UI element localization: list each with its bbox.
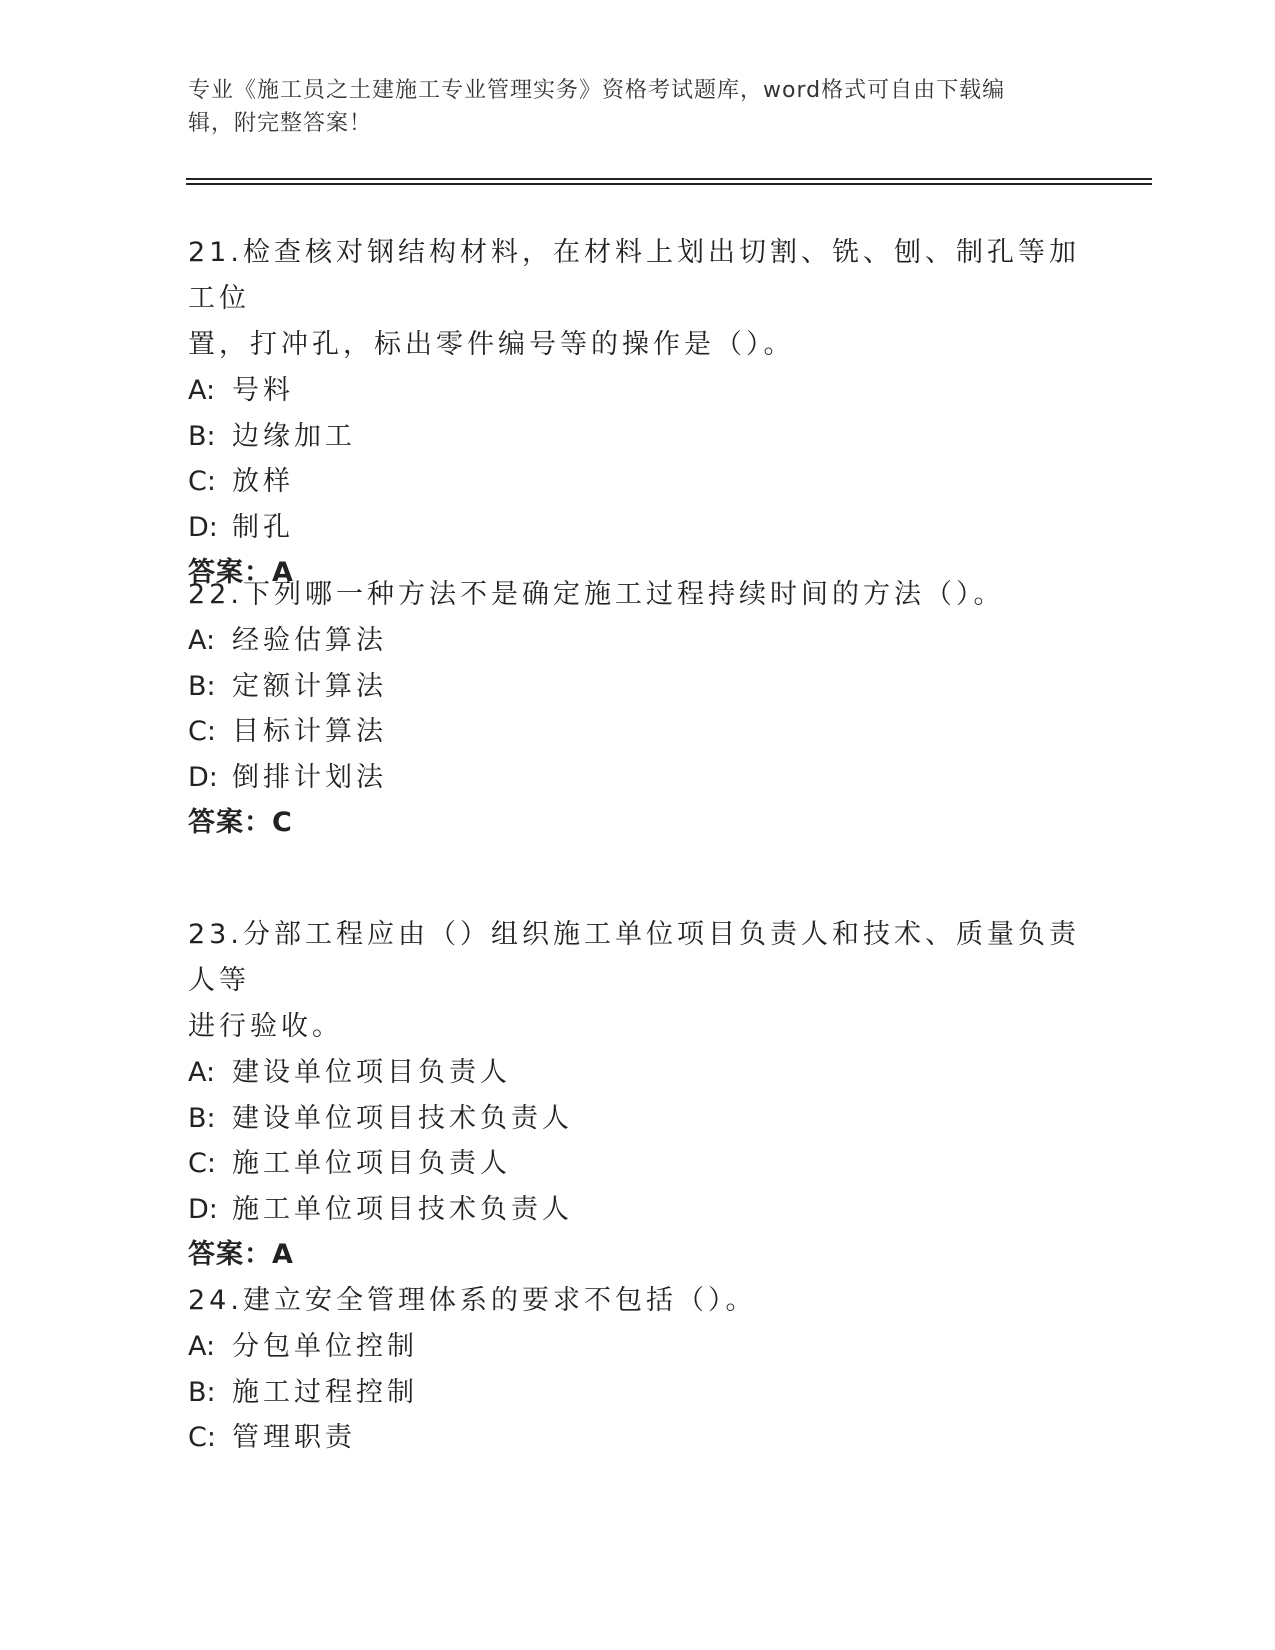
option-letter: B: [188,670,216,702]
option-letter: B: [188,1102,216,1134]
option-a [188,618,1088,664]
option-d [188,1187,1088,1233]
option-c [188,709,1088,755]
option-letter: D: [188,511,218,543]
option-letter: D: [188,1193,218,1225]
option-text: 放样 [232,466,294,497]
option-text: 定额计算法 [232,670,387,702]
question-22 [188,572,1088,846]
question-stem-line: 置，打冲孔，标出零件编号等的操作是（）。 [188,329,795,360]
document-header [188,74,1088,140]
question-stem-line: 21.检查核对钢结构材料，在材料上划出切割、铣、刨、制孔等加工位 [188,237,1080,314]
option-letter: A: [188,625,216,656]
option-a [188,1324,1088,1370]
option-d [188,755,1088,801]
option-c [188,1415,1088,1461]
option-c [188,1141,1088,1187]
option-letter: A: [188,375,216,406]
option-text: 建设单位项目技术负责人 [232,1102,573,1134]
option-letter: C: [188,466,216,497]
option-letter: C: [188,716,216,747]
option-text: 施工单位项目负责人 [232,1148,511,1179]
option-b [188,1096,1088,1142]
question-stem-line: 23.分部工程应由（）组织施工单位项目负责人和技术、质量负责人等 [188,919,1080,996]
header-divider-bottom [186,183,1152,185]
option-text: 边缘加工 [232,420,356,452]
option-text: 管理职责 [232,1422,356,1453]
option-b [188,1370,1088,1416]
option-b [188,664,1088,710]
option-letter: C: [188,1148,216,1179]
header-line-2: 辑，附完整答案！ [188,111,373,136]
option-b [188,414,1088,460]
header-line-1: 专业《施工员之土建施工专业管理实务》资格考试题库，word格式可自由下载编 [188,78,1006,103]
option-d [188,505,1088,551]
option-a [188,1050,1088,1096]
option-text: 分包单位控制 [232,1331,418,1362]
option-letter: C: [188,1422,216,1453]
option-text: 建设单位项目负责人 [232,1057,511,1088]
option-a [188,368,1088,414]
answer-line: 答案：C [188,807,293,838]
option-text: 制孔 [232,511,294,543]
question-23 [188,912,1088,1278]
option-letter: A: [188,1057,216,1088]
option-text: 经验估算法 [232,625,387,656]
option-text: 施工单位项目技术负责人 [232,1193,573,1225]
question-21 [188,230,1088,596]
question-stem-line: 24.建立安全管理体系的要求不包括（）。 [188,1285,757,1316]
question-stem-line: 22.下列哪一种方法不是确定施工过程持续时间的方法（）。 [188,579,1005,610]
option-c [188,459,1088,505]
option-text: 目标计算法 [232,716,387,747]
option-letter: B: [188,420,216,452]
option-text: 倒排计划法 [232,761,387,793]
option-text: 施工过程控制 [232,1376,418,1408]
answer-line: 答案：A [188,557,294,588]
option-text: 号料 [232,375,294,406]
header-divider-top [186,178,1152,180]
option-letter: D: [188,761,218,793]
option-letter: A: [188,1331,216,1362]
answer-line: 答案：A [188,1239,294,1270]
option-letter: B: [188,1376,216,1408]
question-24 [188,1278,1088,1461]
question-stem-line: 进行验收。 [188,1011,343,1042]
